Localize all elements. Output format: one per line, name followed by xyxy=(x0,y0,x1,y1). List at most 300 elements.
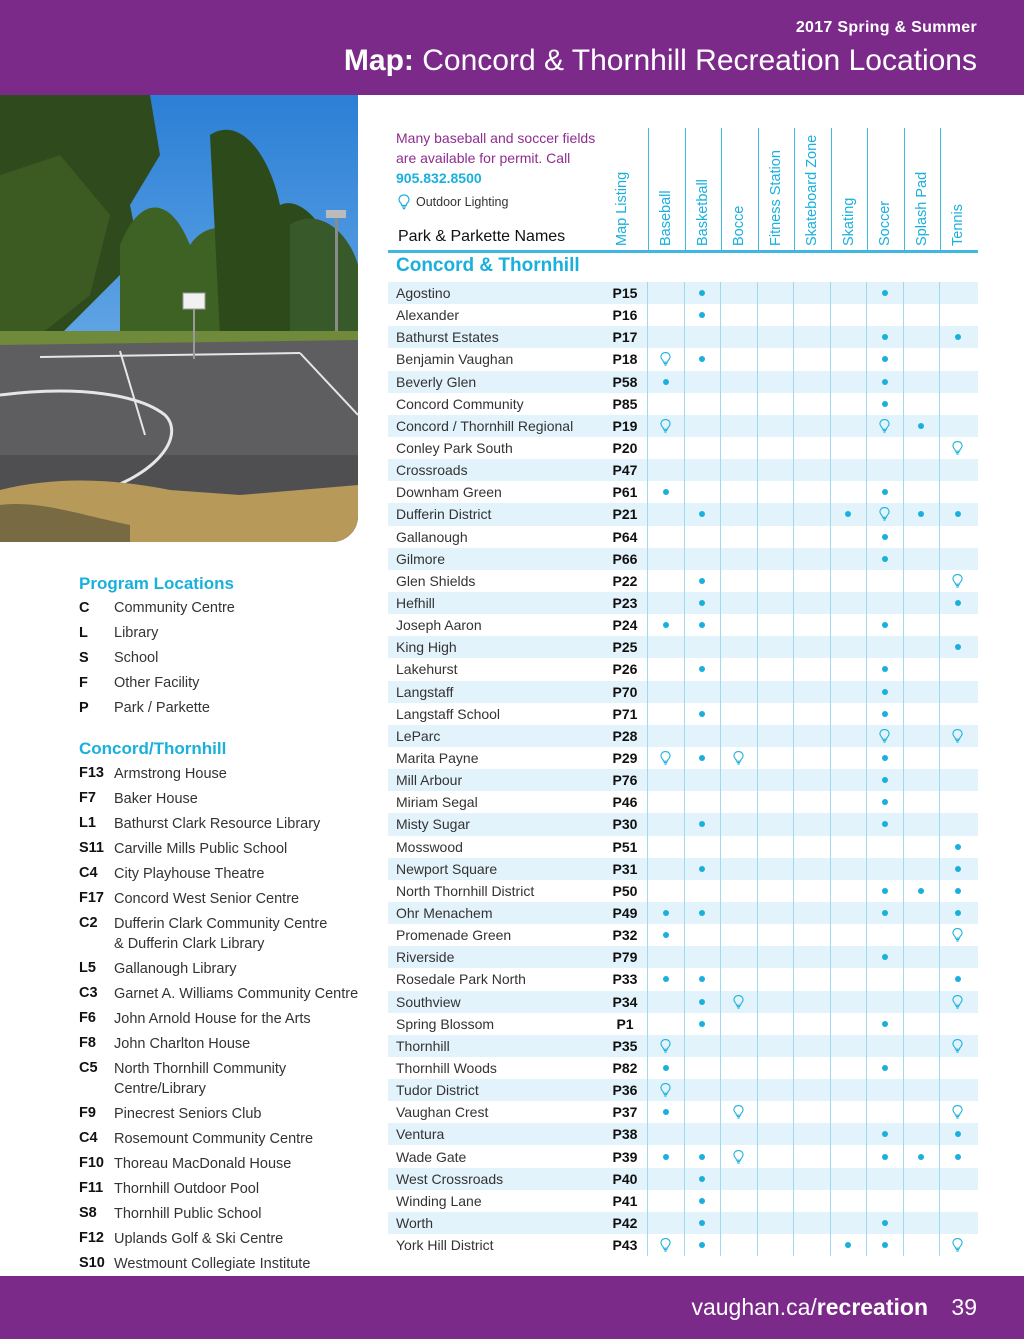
amenity-cell-fitness-station xyxy=(757,548,794,570)
amenity-cells xyxy=(647,614,976,636)
amenity-cell-fitness-station xyxy=(757,658,794,680)
map-listing-code: P41 xyxy=(612,1192,638,1209)
amenity-cell-bocce xyxy=(720,481,757,503)
amenity-cell-skating xyxy=(830,570,867,592)
amenity-cells xyxy=(647,747,976,769)
amenity-cell-basketball xyxy=(684,348,721,370)
amenity-cell-basketball xyxy=(684,991,721,1013)
amenity-cell-tennis xyxy=(939,548,976,570)
available-dot-icon xyxy=(663,622,669,628)
amenity-cell-skateboard-zone xyxy=(793,1234,830,1256)
amenity-cell-skateboard-zone xyxy=(793,902,830,924)
amenity-cell-baseball xyxy=(647,924,684,946)
amenity-cell-baseball xyxy=(647,326,684,348)
column-header-label: Soccer xyxy=(877,200,893,246)
amenity-cell-bocce xyxy=(720,880,757,902)
amenity-cell-tennis xyxy=(939,1035,976,1057)
amenity-cell-tennis xyxy=(939,348,976,370)
lightbulb-icon xyxy=(398,194,410,210)
amenity-cell-tennis xyxy=(939,636,976,658)
park-name: King High xyxy=(396,639,457,656)
amenity-cell-skateboard-zone xyxy=(793,991,830,1013)
facility-row xyxy=(79,981,369,1006)
amenity-cell-baseball xyxy=(647,1101,684,1123)
amenity-cell-skateboard-zone xyxy=(793,570,830,592)
column-header-skateboard-zone xyxy=(794,128,831,250)
group-title: Concord & Thornhill xyxy=(396,255,580,276)
park-name: Spring Blossom xyxy=(396,1015,495,1032)
amenity-cell-splash-pad xyxy=(903,459,940,481)
amenity-cell-fitness-station xyxy=(757,836,794,858)
amenity-cell-tennis xyxy=(939,1212,976,1234)
available-dot-icon xyxy=(882,334,888,340)
amenity-cells xyxy=(647,681,976,703)
park-name: Downham Green xyxy=(396,484,502,501)
map-listing-code: P82 xyxy=(612,1059,638,1076)
amenity-cell-soccer xyxy=(866,326,903,348)
amenity-cell-skateboard-zone xyxy=(793,592,830,614)
amenity-cell-skateboard-zone xyxy=(793,393,830,415)
amenity-cell-soccer xyxy=(866,836,903,858)
amenity-cell-soccer xyxy=(866,548,903,570)
amenity-cells xyxy=(647,1212,976,1234)
amenity-cells xyxy=(647,503,976,525)
amenity-cell-splash-pad xyxy=(903,393,940,415)
legend-row xyxy=(79,596,369,621)
amenity-cell-skating xyxy=(830,924,867,946)
amenity-cell-skateboard-zone xyxy=(793,548,830,570)
amenity-cell-skating xyxy=(830,326,867,348)
amenity-cells xyxy=(647,968,976,990)
amenity-cell-bocce xyxy=(720,813,757,835)
table-row xyxy=(388,437,978,459)
facility-name: John Arnold House for the Arts xyxy=(114,1010,311,1027)
lighting-label: Outdoor Lighting xyxy=(416,195,509,209)
park-name: LeParc xyxy=(396,727,441,744)
amenity-cell-skateboard-zone xyxy=(793,1035,830,1057)
amenity-cell-basketball xyxy=(684,393,721,415)
lightbulb-icon xyxy=(660,418,671,434)
park-name: Promenade Green xyxy=(396,927,512,944)
amenity-cell-bocce xyxy=(720,791,757,813)
park-name: Concord / Thornhill Regional xyxy=(396,417,574,434)
amenity-cell-splash-pad xyxy=(903,1101,940,1123)
table-row xyxy=(388,1168,978,1190)
amenity-cells xyxy=(647,459,976,481)
amenity-cell-splash-pad xyxy=(903,614,940,636)
amenity-cell-splash-pad xyxy=(903,836,940,858)
available-dot-icon xyxy=(918,1154,924,1160)
facility-list xyxy=(79,761,369,1276)
amenity-cell-bocce xyxy=(720,1234,757,1256)
legend-row xyxy=(79,621,369,646)
facility-name: City Playhouse Theatre xyxy=(114,865,265,882)
amenity-cell-bocce xyxy=(720,1057,757,1079)
amenity-cell-baseball xyxy=(647,548,684,570)
available-dot-icon xyxy=(882,379,888,385)
amenity-cell-skateboard-zone xyxy=(793,703,830,725)
facility-code: F9 xyxy=(79,1105,96,1121)
page-number: 39 xyxy=(951,1294,977,1320)
facility-code: F8 xyxy=(79,1035,96,1051)
amenity-cell-splash-pad xyxy=(903,481,940,503)
amenity-cell-bocce xyxy=(720,304,757,326)
map-listing-code: P40 xyxy=(612,1170,638,1187)
available-dot-icon xyxy=(699,1220,705,1226)
facility-row xyxy=(79,861,369,886)
amenity-cell-tennis xyxy=(939,836,976,858)
park-name: Benjamin Vaughan xyxy=(396,351,514,368)
available-dot-icon xyxy=(699,290,705,296)
table-row xyxy=(388,614,978,636)
amenity-cell-basketball xyxy=(684,968,721,990)
amenity-cells xyxy=(647,282,976,304)
amenity-cell-splash-pad xyxy=(903,526,940,548)
legend-row xyxy=(79,696,369,721)
amenity-cell-bocce xyxy=(720,1123,757,1145)
column-header-label: Splash Pad xyxy=(913,171,930,246)
amenity-cell-basketball xyxy=(684,1035,721,1057)
amenity-cell-skating xyxy=(830,1145,867,1167)
amenity-cell-basketball xyxy=(684,415,721,437)
amenity-cell-skating xyxy=(830,1101,867,1123)
amenity-cells xyxy=(647,1190,976,1212)
amenity-cell-skating xyxy=(830,503,867,525)
amenity-cell-fitness-station xyxy=(757,1145,794,1167)
amenity-cell-tennis xyxy=(939,592,976,614)
amenity-cell-tennis xyxy=(939,437,976,459)
amenity-cell-fitness-station xyxy=(757,371,794,393)
table-row xyxy=(388,769,978,791)
amenity-cell-skating xyxy=(830,769,867,791)
amenity-cell-fitness-station xyxy=(757,1101,794,1123)
park-name: Mosswood xyxy=(396,838,463,855)
lightbulb-icon xyxy=(879,418,890,434)
amenity-cell-skateboard-zone xyxy=(793,503,830,525)
amenity-cell-basketball xyxy=(684,459,721,481)
permit-note-text: Many baseball and soccer fields are available for permit. Call xyxy=(396,130,596,166)
available-dot-icon xyxy=(955,511,961,517)
park-name: Langstaff School xyxy=(396,705,501,722)
table-row xyxy=(388,791,978,813)
park-name: Glen Shields xyxy=(396,572,476,589)
map-listing-code: P31 xyxy=(612,860,638,877)
facility-row xyxy=(79,811,369,836)
amenity-cell-tennis xyxy=(939,681,976,703)
facility-name: Thornhill Outdoor Pool xyxy=(114,1180,260,1197)
amenity-cell-baseball xyxy=(647,880,684,902)
amenity-cell-basketball xyxy=(684,636,721,658)
amenity-cell-basketball xyxy=(684,1079,721,1101)
amenity-cell-splash-pad xyxy=(903,1168,940,1190)
column-header-bocce xyxy=(721,128,758,250)
facility-code: C3 xyxy=(79,985,98,1001)
column-header-map-listing xyxy=(605,128,642,250)
available-dot-icon xyxy=(882,821,888,827)
map-listing-code: P20 xyxy=(612,440,638,457)
facility-code: S11 xyxy=(79,840,104,856)
amenity-cells xyxy=(647,769,976,791)
amenity-cell-bocce xyxy=(720,437,757,459)
amenity-cell-tennis xyxy=(939,880,976,902)
amenity-cell-skating xyxy=(830,548,867,570)
lightbulb-icon xyxy=(879,506,890,522)
amenity-cell-basketball xyxy=(684,813,721,835)
facility-code: F6 xyxy=(79,1010,96,1026)
amenity-cell-skating xyxy=(830,1035,867,1057)
amenity-cell-tennis xyxy=(939,526,976,548)
amenity-cell-skateboard-zone xyxy=(793,836,830,858)
facility-name: Dufferin Clark Community Centre & Dufferin Clark Library xyxy=(114,915,328,952)
amenity-cell-basketball xyxy=(684,282,721,304)
amenity-cell-skateboard-zone xyxy=(793,968,830,990)
amenity-cell-tennis xyxy=(939,703,976,725)
lightbulb-icon xyxy=(733,994,744,1010)
amenity-cell-soccer xyxy=(866,1234,903,1256)
amenity-cell-soccer xyxy=(866,437,903,459)
amenity-cell-splash-pad xyxy=(903,946,940,968)
amenity-cell-basketball xyxy=(684,1168,721,1190)
available-dot-icon xyxy=(663,910,669,916)
amenity-cell-splash-pad xyxy=(903,570,940,592)
amenity-cell-baseball xyxy=(647,1013,684,1035)
amenity-cell-splash-pad xyxy=(903,747,940,769)
available-dot-icon xyxy=(699,999,705,1005)
lightbulb-icon xyxy=(660,351,671,367)
amenity-cell-basketball xyxy=(684,725,721,747)
amenity-cell-fitness-station xyxy=(757,703,794,725)
map-listing-code: P58 xyxy=(612,373,638,390)
table-row xyxy=(388,1013,978,1035)
available-dot-icon xyxy=(699,356,705,362)
legend-row xyxy=(79,646,369,671)
amenity-cell-skateboard-zone xyxy=(793,614,830,636)
amenity-cell-fitness-station xyxy=(757,481,794,503)
amenity-cell-splash-pad xyxy=(903,1212,940,1234)
amenity-cell-skateboard-zone xyxy=(793,880,830,902)
map-listing-code: P32 xyxy=(612,927,638,944)
amenity-cell-baseball xyxy=(647,1234,684,1256)
table-row xyxy=(388,747,978,769)
amenity-cells xyxy=(647,481,976,503)
amenity-cells xyxy=(647,725,976,747)
amenity-cells xyxy=(647,1168,976,1190)
map-listing-code: P76 xyxy=(612,772,638,789)
amenity-cell-basketball xyxy=(684,548,721,570)
amenity-cell-skateboard-zone xyxy=(793,1079,830,1101)
park-name: Gallanough xyxy=(396,528,468,545)
table-row xyxy=(388,1212,978,1234)
amenity-cell-tennis xyxy=(939,326,976,348)
amenity-cell-tennis xyxy=(939,991,976,1013)
amenity-cell-splash-pad xyxy=(903,1234,940,1256)
amenity-cell-soccer xyxy=(866,1035,903,1057)
map-listing-code: P51 xyxy=(612,838,638,855)
column-header-label: Tennis xyxy=(950,204,966,246)
amenity-cell-fitness-station xyxy=(757,681,794,703)
map-listing-code: P16 xyxy=(612,307,638,324)
facility-row xyxy=(79,1126,369,1151)
lightbulb-icon xyxy=(952,994,963,1010)
available-dot-icon xyxy=(882,356,888,362)
amenity-cells xyxy=(647,1035,976,1057)
facility-row xyxy=(79,1176,369,1201)
park-name: Beverly Glen xyxy=(396,373,477,390)
amenity-cell-soccer xyxy=(866,415,903,437)
amenity-cell-soccer xyxy=(866,348,903,370)
park-name: Joseph Aaron xyxy=(396,617,482,634)
table-row xyxy=(388,1234,978,1256)
amenity-cell-tennis xyxy=(939,503,976,525)
map-listing-code: P37 xyxy=(612,1104,638,1121)
available-dot-icon xyxy=(918,888,924,894)
lightbulb-icon xyxy=(660,750,671,766)
amenity-cell-splash-pad xyxy=(903,1190,940,1212)
available-dot-icon xyxy=(663,489,669,495)
program-locations-panel xyxy=(79,572,369,1276)
table-row xyxy=(388,902,978,924)
available-dot-icon xyxy=(663,1154,669,1160)
amenity-cells xyxy=(647,1057,976,1079)
amenity-cell-fitness-station xyxy=(757,946,794,968)
amenity-cell-soccer xyxy=(866,282,903,304)
amenity-cell-tennis xyxy=(939,614,976,636)
amenity-cell-bocce xyxy=(720,1079,757,1101)
website-link[interactable] xyxy=(691,1294,928,1321)
facility-row xyxy=(79,956,369,981)
available-dot-icon xyxy=(882,1065,888,1071)
amenity-cell-tennis xyxy=(939,1234,976,1256)
table-row xyxy=(388,304,978,326)
amenity-cell-soccer xyxy=(866,1145,903,1167)
amenity-cell-baseball xyxy=(647,968,684,990)
lightbulb-icon xyxy=(952,1038,963,1054)
amenity-cell-tennis xyxy=(939,1145,976,1167)
amenity-cells xyxy=(647,703,976,725)
available-dot-icon xyxy=(845,511,851,517)
facility-row xyxy=(79,886,369,911)
amenity-cell-bocce xyxy=(720,836,757,858)
map-listing-code: P79 xyxy=(612,949,638,966)
amenity-cell-tennis xyxy=(939,1123,976,1145)
amenity-cell-fitness-station xyxy=(757,1234,794,1256)
amenity-cell-splash-pad xyxy=(903,592,940,614)
table-row xyxy=(388,526,978,548)
lightbulb-icon xyxy=(952,1237,963,1253)
amenity-cell-baseball xyxy=(647,703,684,725)
available-dot-icon xyxy=(663,1065,669,1071)
amenity-cell-skateboard-zone xyxy=(793,681,830,703)
amenity-cell-bocce xyxy=(720,371,757,393)
available-dot-icon xyxy=(882,534,888,540)
map-listing-code: P39 xyxy=(612,1148,638,1165)
amenity-cell-soccer xyxy=(866,304,903,326)
amenity-cell-basketball xyxy=(684,1190,721,1212)
amenity-cell-baseball xyxy=(647,304,684,326)
facility-code: F17 xyxy=(79,890,104,906)
amenity-cell-baseball xyxy=(647,1212,684,1234)
amenity-cell-fitness-station xyxy=(757,592,794,614)
amenity-cell-skating xyxy=(830,658,867,680)
map-listing-code: P36 xyxy=(612,1082,638,1099)
table-row xyxy=(388,1079,978,1101)
legend-label: Library xyxy=(114,625,159,641)
lightbulb-icon xyxy=(733,1104,744,1120)
park-name: Thornhill Woods xyxy=(396,1059,497,1076)
amenity-cell-bocce xyxy=(720,459,757,481)
amenity-cell-bocce xyxy=(720,725,757,747)
amenity-cell-skateboard-zone xyxy=(793,371,830,393)
amenity-cell-basketball xyxy=(684,946,721,968)
facility-name: Bathurst Clark Resource Library xyxy=(114,815,321,832)
facility-code: F7 xyxy=(79,790,96,806)
facility-row xyxy=(79,786,369,811)
facility-name: Rosemount Community Centre xyxy=(114,1130,314,1147)
park-name: Dufferin District xyxy=(396,506,492,523)
amenity-cell-tennis xyxy=(939,481,976,503)
amenity-cell-splash-pad xyxy=(903,1057,940,1079)
amenity-cell-splash-pad xyxy=(903,968,940,990)
amenity-cells xyxy=(647,1234,976,1256)
map-listing-code: P71 xyxy=(612,705,638,722)
amenity-cell-soccer xyxy=(866,459,903,481)
facility-code: C5 xyxy=(79,1060,98,1076)
amenity-cell-skating xyxy=(830,415,867,437)
amenity-cell-bocce xyxy=(720,769,757,791)
amenity-cell-soccer xyxy=(866,725,903,747)
amenity-cell-baseball xyxy=(647,1145,684,1167)
table-row xyxy=(388,924,978,946)
amenity-cell-baseball xyxy=(647,658,684,680)
amenity-cell-skateboard-zone xyxy=(793,924,830,946)
amenity-cell-fitness-station xyxy=(757,924,794,946)
map-listing-code: P47 xyxy=(612,462,638,479)
phone-number[interactable]: 905.832.8500 xyxy=(396,170,482,186)
map-listing-code: P21 xyxy=(612,506,638,523)
column-header-label: Skating xyxy=(840,197,857,246)
amenity-cell-bocce xyxy=(720,924,757,946)
amenity-cell-skating xyxy=(830,968,867,990)
amenity-cell-basketball xyxy=(684,570,721,592)
amenity-cells xyxy=(647,393,976,415)
park-name: Thornhill xyxy=(396,1037,450,1054)
table-row xyxy=(388,326,978,348)
amenity-cell-skating xyxy=(830,393,867,415)
amenity-cell-soccer xyxy=(866,703,903,725)
available-dot-icon xyxy=(699,910,705,916)
title-text: Concord & Thornhill Recreation Locations xyxy=(413,44,977,77)
facility-row xyxy=(79,1056,369,1101)
lighting-legend xyxy=(398,194,508,210)
amenity-cell-splash-pad xyxy=(903,1145,940,1167)
amenity-cells xyxy=(647,636,976,658)
park-name: Wade Gate xyxy=(396,1148,467,1165)
amenity-cell-baseball xyxy=(647,1057,684,1079)
amenity-cell-soccer xyxy=(866,636,903,658)
amenity-cell-fitness-station xyxy=(757,1123,794,1145)
amenity-cell-baseball xyxy=(647,592,684,614)
available-dot-icon xyxy=(882,666,888,672)
amenity-cell-basketball xyxy=(684,1101,721,1123)
amenity-cells xyxy=(647,1079,976,1101)
amenity-cell-skateboard-zone xyxy=(793,769,830,791)
amenity-cell-skating xyxy=(830,348,867,370)
amenity-cell-basketball xyxy=(684,1145,721,1167)
table-row xyxy=(388,946,978,968)
map-listing-code: P85 xyxy=(612,395,638,412)
facility-code: F13 xyxy=(79,765,104,781)
park-name: Conley Park South xyxy=(396,440,513,457)
